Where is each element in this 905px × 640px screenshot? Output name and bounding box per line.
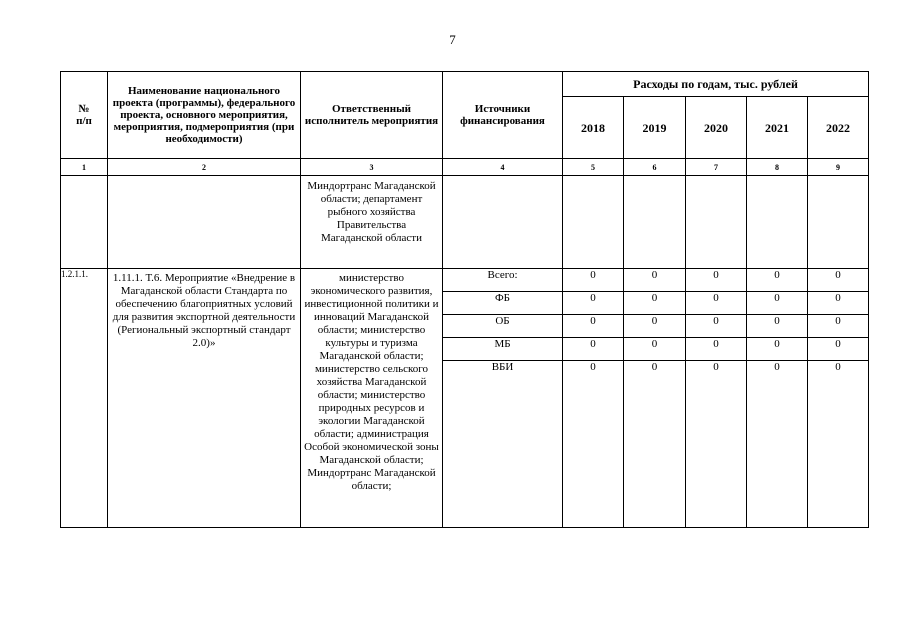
column-number: 7	[686, 159, 747, 176]
financing-value: 0	[747, 338, 808, 361]
financing-value: 0	[808, 269, 869, 292]
year-2018: 2018	[563, 97, 624, 159]
year-2022: 2022	[808, 97, 869, 159]
empty-cell	[686, 176, 747, 269]
column-number: 4	[443, 159, 563, 176]
header-col-sources: Источники финансирования	[443, 72, 563, 159]
financing-value: 0	[747, 292, 808, 315]
empty-cell	[108, 176, 301, 269]
financing-source: ОБ	[443, 315, 563, 338]
year-2021: 2021	[747, 97, 808, 159]
empty-cell	[443, 176, 563, 269]
financing-value: 0	[686, 269, 747, 292]
financing-value: 0	[563, 338, 624, 361]
financing-value: 0	[563, 361, 624, 528]
empty-cell	[747, 176, 808, 269]
financing-value: 0	[747, 361, 808, 528]
financing-value: 0	[808, 338, 869, 361]
financing-value: 0	[686, 292, 747, 315]
header-col-name: Наименование национального проекта (программы), федерального проекта, основного мероприятия, мероприятия, подмероприятия (при необходимости)	[108, 72, 301, 159]
financing-value: 0	[624, 269, 686, 292]
continuation-responsible: Миндортранс Магаданской области; департамент рыбного хозяйства Правительства Магаданской области	[301, 176, 443, 269]
financing-value: 0	[563, 269, 624, 292]
financing-row-total	[61, 269, 869, 292]
column-number: 9	[808, 159, 869, 176]
financing-value: 0	[686, 338, 747, 361]
financing-source: Всего:	[443, 269, 563, 292]
financing-value: 0	[747, 315, 808, 338]
page-number: 7	[449, 32, 456, 47]
empty-cell	[624, 176, 686, 269]
header-col-responsible: Ответственный исполнитель мероприятия	[301, 72, 443, 159]
continuation-row	[61, 176, 869, 269]
financing-source: МБ	[443, 338, 563, 361]
empty-cell	[808, 176, 869, 269]
column-number: 2	[108, 159, 301, 176]
financing-value: 0	[624, 315, 686, 338]
measure-name: 1.11.1. Т.6. Мероприятие «Внедрение в Магаданской области Стандарта по обеспечению благоприятных условий для развития экспортной деятельности (Региональный экспортный стандарт 2.0)»	[108, 269, 301, 528]
financing-source: ФБ	[443, 292, 563, 315]
column-number: 8	[747, 159, 808, 176]
financing-value: 0	[563, 292, 624, 315]
column-number-row	[61, 159, 869, 176]
column-number: 6	[624, 159, 686, 176]
financing-value: 0	[686, 361, 747, 528]
measure-responsible: министерство экономического развития, инвестиционной политики и инноваций Магаданской области; министерство культуры и туризма Магаданской области; министерство сельского хозяйства Магаданской области; министерство природных ресурсов и экологии Магаданской области; администрация Особой экономической зоны Магаданской области; Миндортранс Магаданской области;	[301, 269, 443, 528]
column-number: 1	[61, 159, 108, 176]
header-col-number: № п/п	[61, 72, 108, 159]
financing-value: 0	[808, 315, 869, 338]
header-col-expenses: Расходы по годам, тыс. рублей	[563, 72, 869, 97]
empty-cell	[563, 176, 624, 269]
year-2020: 2020	[686, 97, 747, 159]
financing-value: 0	[808, 361, 869, 528]
empty-cell	[61, 176, 108, 269]
financing-value: 0	[686, 315, 747, 338]
header-row-1	[61, 72, 869, 97]
financing-source: ВБИ	[443, 361, 563, 528]
column-number: 5	[563, 159, 624, 176]
financing-value: 0	[808, 292, 869, 315]
budget-table	[60, 71, 869, 528]
financing-value: 0	[747, 269, 808, 292]
financing-value: 0	[624, 338, 686, 361]
financing-value: 0	[624, 361, 686, 528]
column-number: 3	[301, 159, 443, 176]
financing-value: 0	[563, 315, 624, 338]
financing-value: 0	[624, 292, 686, 315]
measure-code: 1.2.1.1.	[61, 269, 108, 528]
year-2019: 2019	[624, 97, 686, 159]
